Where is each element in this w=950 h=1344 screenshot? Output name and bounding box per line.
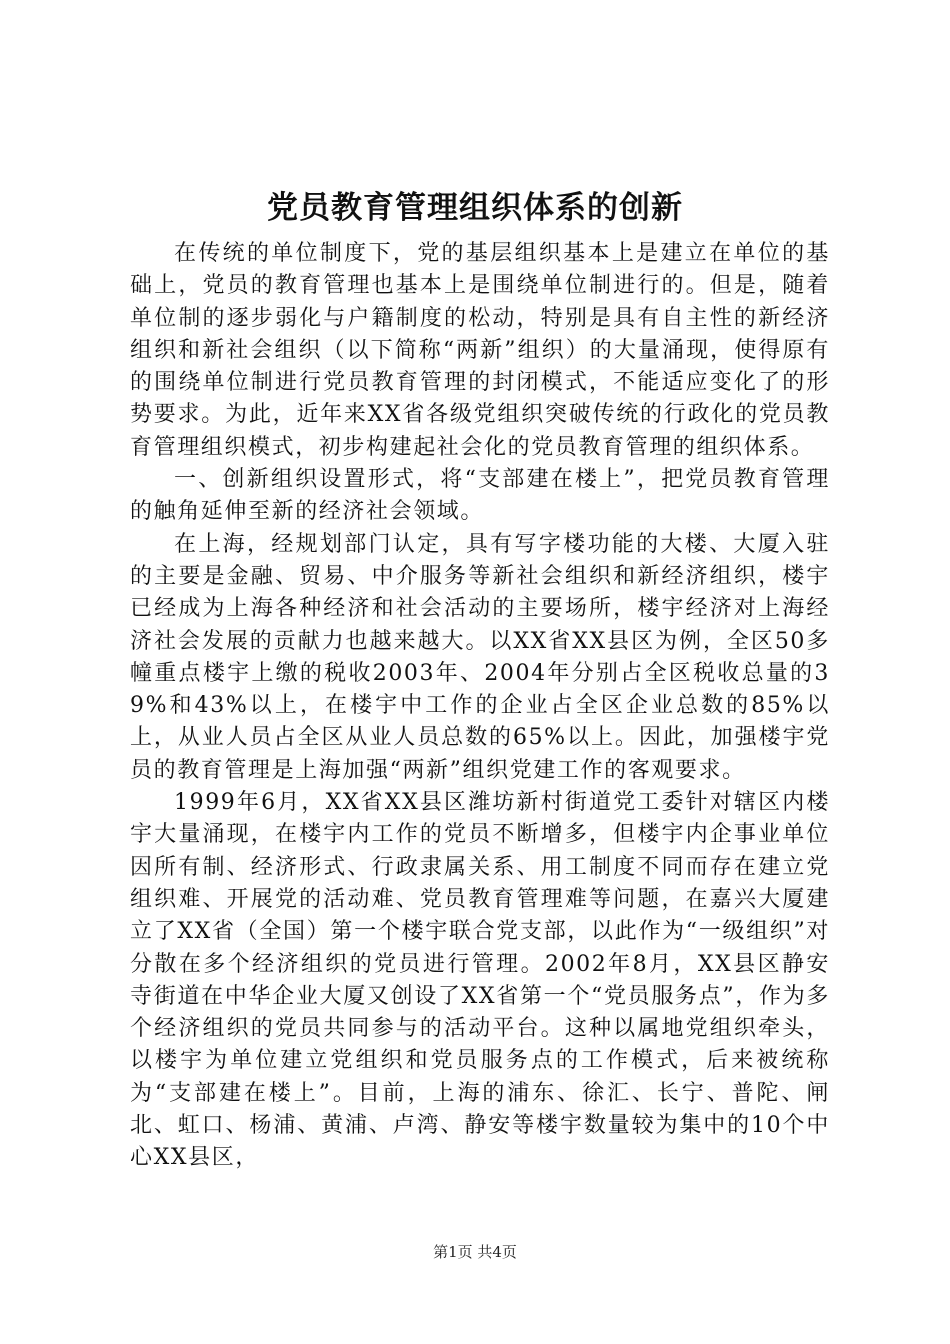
paragraph-intro: 在传统的单位制度下，党的基层组织基本上是建立在单位的基础上，党员的教育管理也基本上是围绕单位制进行的。但是，随着单位制的逐步弱化与户籍制度的松动，特别是具有自主性的新经济组织和新社会组织（以下简称“两新”组织）的大量涌现，使得原有的围绕单位制进行党员教育管理的封闭模式，不能适应变化了的形势要求。为此，近年来XX省各级党组织突破传统的行政化的党员教育管理组织模式，初步构建起社会化的党员教育管理的组织体系。 xyxy=(130,241,830,460)
paragraph-section-heading: 一、创新组织设置形式，将“支部建在楼上”，把党员教育管理的触角延伸至新的经济社会领域。 xyxy=(130,467,830,525)
paragraph-history: 1999年6月，XX省XX县区潍坊新村街道党工委针对辖区内楼宇大量涌现，在楼宇内工作的党员不断增多，但楼宇内企事业单位因所有制、经济形式、行政隶属关系、用工制度不同而存在建立党组织难、开展党的活动难、党员教育管理难等问题，在嘉兴大厦建立了XX省（全国）第一个楼宇联合党支部，以此作为“一级组织”对分散在多个经济组织的党员进行管理。2002年8月，XX县区静安寺街道在中华企业大厦又创设了XX省第一个“党员服务点”，作为多个经济组织的党员共同参与的活动平台。这种以属地党组织牵头，以楼宇为单位建立党组织和党员服务点的工作模式，后来被统称为“支部建在楼上”。目前，上海的浦东、徐汇、长宁、普陀、闸北、虹口、杨浦、黄浦、卢湾、静安等楼宇数量较为集中的10个中心XX县区， xyxy=(130,790,830,1171)
document-title: 党员教育管理组织体系的创新 xyxy=(267,190,683,226)
document-body xyxy=(130,238,830,1175)
page-footer: 第1页 共4页 xyxy=(433,1243,517,1261)
paragraph-shanghai-buildings: 在上海，经规划部门认定，具有写字楼功能的大楼、大厦入驻的主要是金融、贸易、中介服务等新社会组织和新经济组织，楼宇已经成为上海各种经济和社会活动的主要场所，楼宇经济对上海经济社会发展的贡献力也越来越大。以XX省XX县区为例，全区50多幢重点楼宇上缴的税收2003年、2004年分别占全区税收总量的39%和43%以上，在楼宇中工作的企业占全区企业总数的85%以上，从业人员占全区从业人员总数的65%以上。因此，加强楼宇党员的教育管理是上海加强“两新”组织党建工作的客观要求。 xyxy=(130,531,830,783)
